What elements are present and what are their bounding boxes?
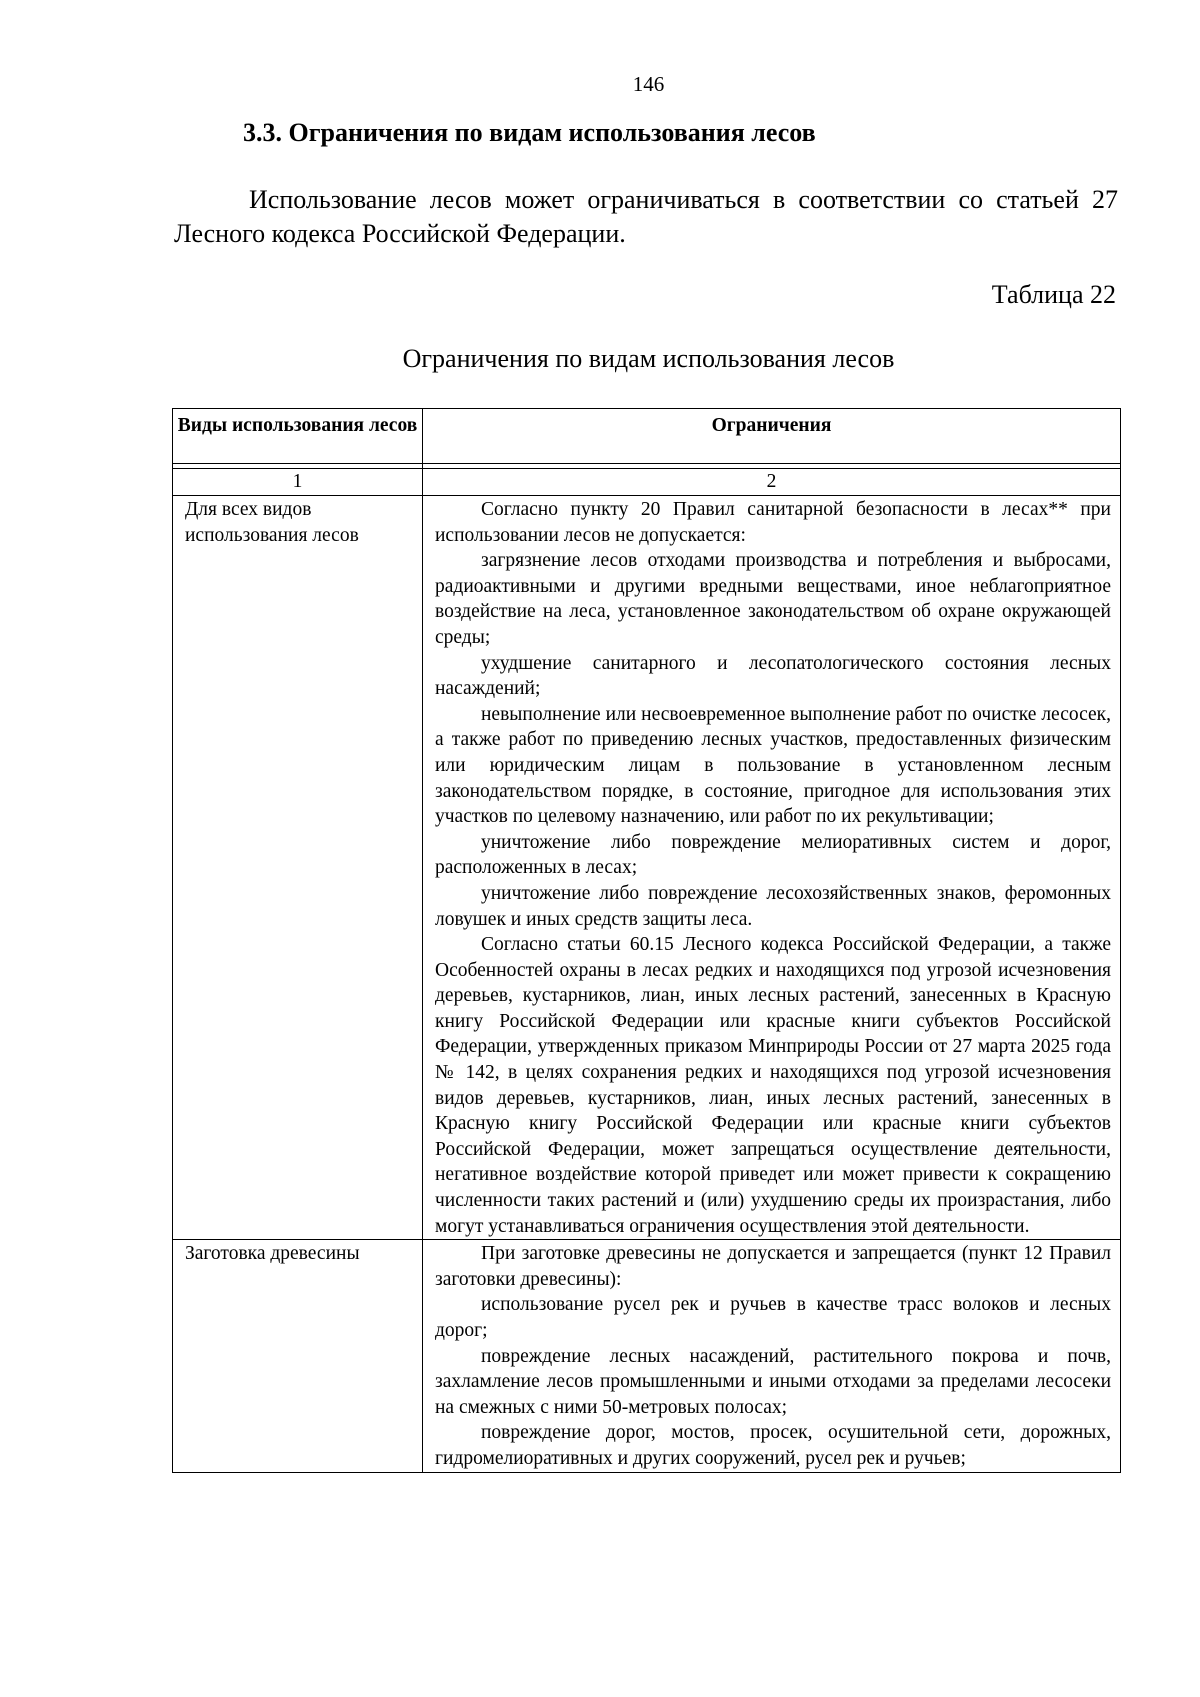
restriction-paragraph: уничтожение либо повреждение лесохозяйственных знаков, феромонных ловушек и иных средств защиты леса. bbox=[435, 882, 1111, 930]
header-cell-restrictions: Ограничения bbox=[423, 409, 1121, 464]
row-restrictions-cell bbox=[423, 496, 1121, 1240]
restriction-paragraph: загрязнение лесов отходами производства и потребления и выбросами, радиоактивными и другими вредными веществами, иное неблагоприятное воздействие на леса, установленное законодательством об охране окружающей среды; bbox=[435, 550, 1111, 648]
column-number-1: 1 bbox=[173, 469, 423, 496]
restriction-paragraph: повреждение лесных насаждений, растительного покрова и почв, захламление лесов промышленными и иными отходами за пределами лесосеки на смежных с ними 50-метровых полосах; bbox=[435, 1345, 1111, 1418]
column-number-row bbox=[173, 469, 1121, 496]
table-row bbox=[173, 1240, 1121, 1472]
page-number: 146 bbox=[632, 72, 665, 96]
restriction-paragraph: При заготовке древесины не допускается и запрещается (пункт 12 Правил заготовки древесины): bbox=[435, 1243, 1111, 1290]
table-number: Таблица 22 bbox=[991, 280, 1116, 309]
restriction-paragraph: ухудшение санитарного и лесопатологического состояния лесных насаждений; bbox=[435, 652, 1111, 700]
header-cell-kinds: Виды использования лесов bbox=[173, 409, 423, 464]
restriction-paragraph: уничтожение либо повреждение мелиоративных систем и дорог, расположенных в лесах; bbox=[435, 831, 1111, 879]
restriction-paragraph: повреждение дорог, мостов, просек, осушительной сети, дорожных, гидромелиоративных и других сооружений, русел рек и ручьев; bbox=[435, 1422, 1111, 1469]
table-header-row bbox=[173, 409, 1121, 464]
row-kind-cell: Заготовка древесины bbox=[173, 1240, 423, 1472]
section-title: 3.3. Ограничения по видам использования лесов bbox=[243, 118, 816, 147]
intro-paragraph: Использование лесов может ограничиваться в соответствии со статьей 27 Лесного кодекса Российской Федерации. bbox=[174, 185, 1118, 248]
table-row bbox=[173, 496, 1121, 1240]
restriction-paragraph: использование русел рек и ручьев в качестве трасс волоков и лесных дорог; bbox=[435, 1294, 1111, 1341]
restrictions-table bbox=[172, 408, 1121, 1473]
restriction-paragraph: невыполнение или несвоевременное выполнение работ по очистке лесосек, а также работ по приведению лесных участков, предоставленных физическим или юридическим лицам в пользование в установленном лесным законодательством порядке, в состояние, пригодное для использования этих участков по целевому назначению, или работ по их рекультивации; bbox=[435, 703, 1111, 828]
row-restrictions-cell bbox=[423, 1240, 1121, 1472]
column-number-2: 2 bbox=[423, 469, 1121, 496]
restriction-paragraph: Согласно статьи 60.15 Лесного кодекса Российской Федерации, а также Особенностей охраны в лесах редких и находящихся под угрозой исчезновения деревьев, кустарников, лиан, иных лесных растений, занесенных в Красную книгу Российской Федерации или красные книги субъектов Российской Федерации, утвержденных приказом Минприроды России от 27 марта 2025 года № 142, в целях сохранения редких и находящихся под угрозой исчезновения видов деревьев, кустарников, лиан, иных лесных растений, занесенных в Красную книгу Российской Федерации или красные книги субъектов Российской Федерации, может запрещаться осуществление деятельности, негативное воздействие которой приведет или может привести к сокращению численности таких растений и (или) ухудшению среды их произрастания, либо могут устанавливаться ограничения осуществления этой деятельности. bbox=[435, 934, 1111, 1237]
row-kind-cell: Для всех видов использования лесов bbox=[173, 496, 423, 1240]
restriction-paragraph: Согласно пункту 20 Правил санитарной безопасности в лесах** при использовании лесов не допускается: bbox=[435, 499, 1111, 546]
table-title: Ограничения по видам использования лесов bbox=[402, 344, 895, 373]
